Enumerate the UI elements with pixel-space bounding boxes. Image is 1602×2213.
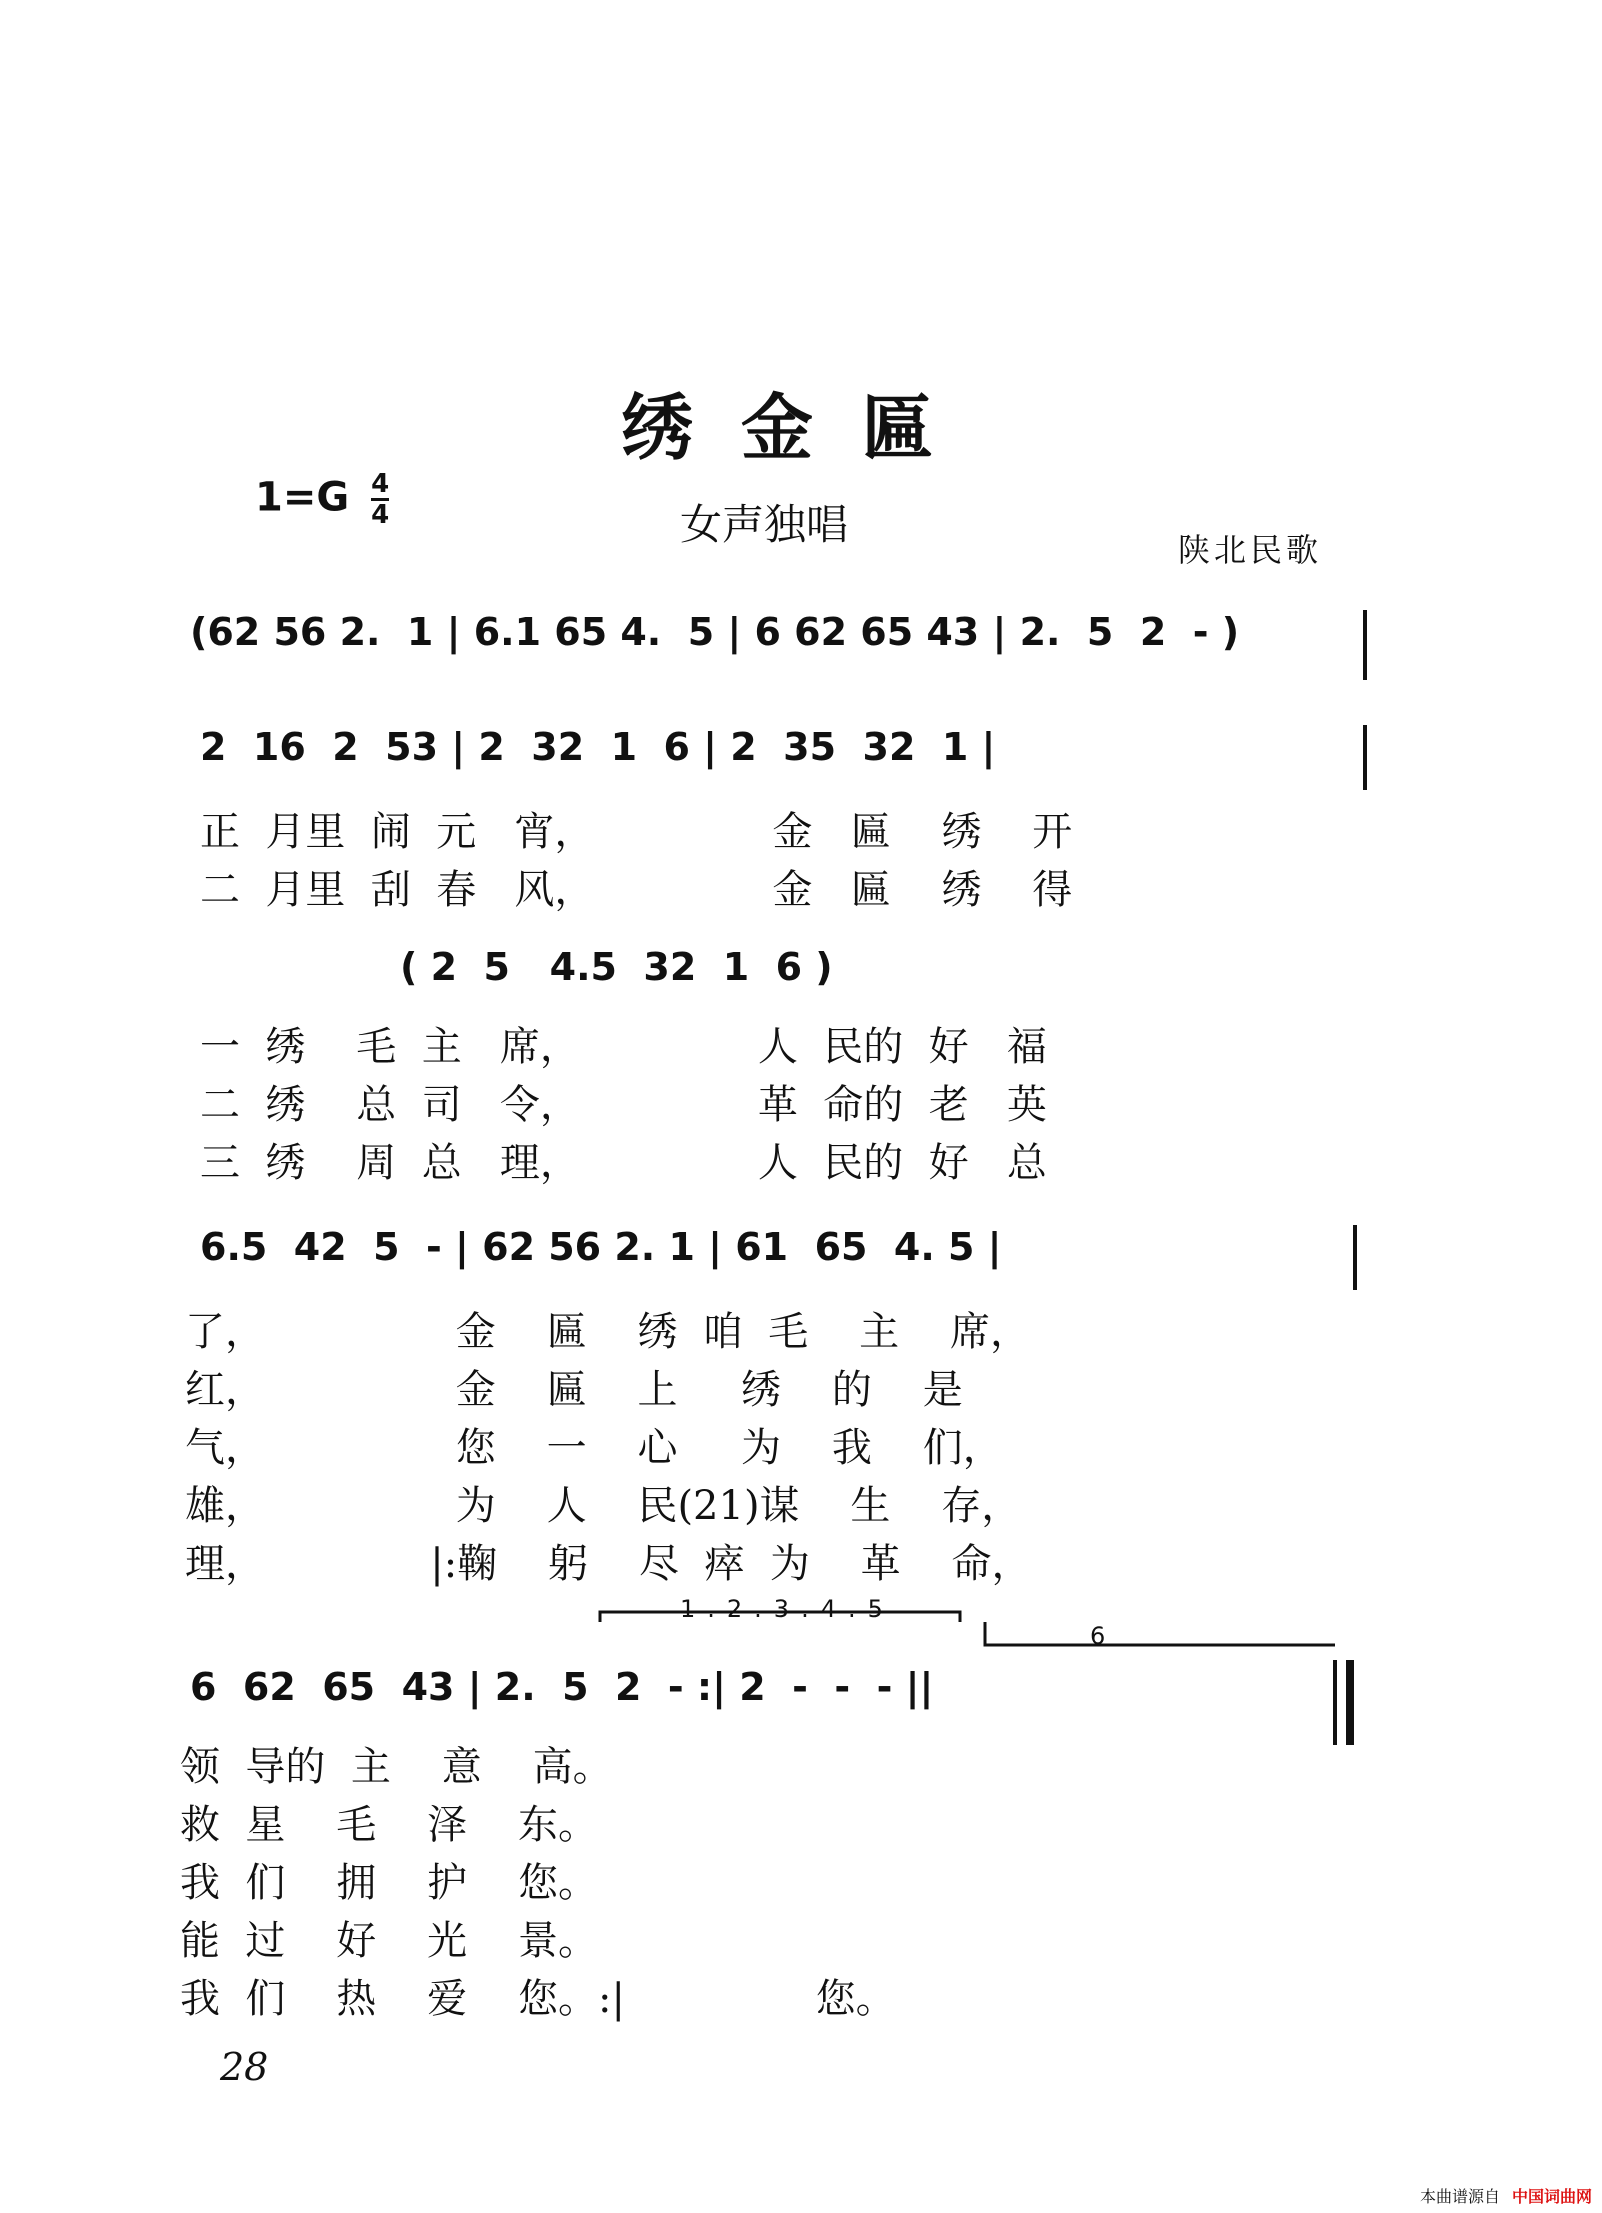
line3-lyric-2: 红， 金 匾 上 绣 的 是 [185, 1367, 963, 1413]
time-top: 4 [371, 469, 390, 499]
intro-notes: (62 56 2. 1 | 6.1 65 4. 5 | 6 62 65 43 | 2. 5 2 - ) [190, 610, 1240, 654]
line3-lyric-1: 了， 金 匾 绣 咱 毛 主 席， [185, 1309, 1031, 1355]
line3-lyric-3: 气， 您 一 心 为 我 们， [185, 1425, 1003, 1471]
line3-lyric-5: 理， |:鞠 躬 尽 瘁 为 革 命， [185, 1541, 1032, 1587]
key-label: 1=G [255, 474, 350, 521]
line1-lyric-1: 正 月里 闹 元 宵， 金 匾 绣 开 [200, 809, 1073, 855]
footer-site[interactable]: 中国词曲网 [1511, 2187, 1592, 2206]
footer-source: 本曲谱源自 [1419, 2187, 1500, 2206]
line4-lyric-2: 救 星 毛 泽 东。 [180, 1802, 599, 1848]
song-title: 绣金匾 [620, 385, 981, 470]
song-origin: 陕北民歌 [1178, 531, 1323, 569]
line4-lyric-3: 我 们 拥 护 您。 [180, 1860, 599, 1906]
volta2-bracket [985, 1622, 1335, 1645]
line2-lyric-1: 一 绣 毛 主 席， 人 民的 好 福 [200, 1024, 1047, 1070]
line2-notes: ( 2 5 4.5 32 1 6 ) [400, 945, 833, 989]
line4-lyric-5: 我 们 热 爱 您。:| 您。 [180, 1976, 896, 2022]
volta1-label: 1.2.3.4.5 [680, 1595, 895, 1623]
line4-notes: 6 62 65 43 | 2. 5 2 - :| 2 - - - || [190, 1665, 934, 1709]
line2-lyric-3: 三 绣 周 总 理， 人 民的 好 总 [200, 1140, 1047, 1186]
footer-watermark [1420, 2184, 1592, 2207]
line3-lyric-4: 雄， 为 人 民(21)谋 生 存， [185, 1483, 1022, 1529]
volta2-label: 6 [1090, 1622, 1106, 1650]
line1-lyric-2: 二 月里 刮 春 风， 金 匾 绣 得 [200, 867, 1073, 913]
time-bottom: 4 [371, 500, 390, 530]
line3-notes: 6.5 42 5 - | 62 56 2. 1 | 61 65 4. 5 | [200, 1225, 1002, 1269]
line1-notes: 2 16 2 53 | 2 32 1 6 | 2 35 32 1 | [200, 725, 996, 769]
page-number: 28 [220, 2045, 269, 2089]
line2-lyric-2: 二 绣 总 司 令， 革 命的 老 英 [200, 1082, 1047, 1128]
voice-type: 女声独唱 [680, 500, 849, 549]
line4-lyric-1: 领 导的 主 意 高。 [180, 1744, 613, 1790]
line4-lyric-4: 能 过 好 光 景。 [180, 1918, 599, 1964]
